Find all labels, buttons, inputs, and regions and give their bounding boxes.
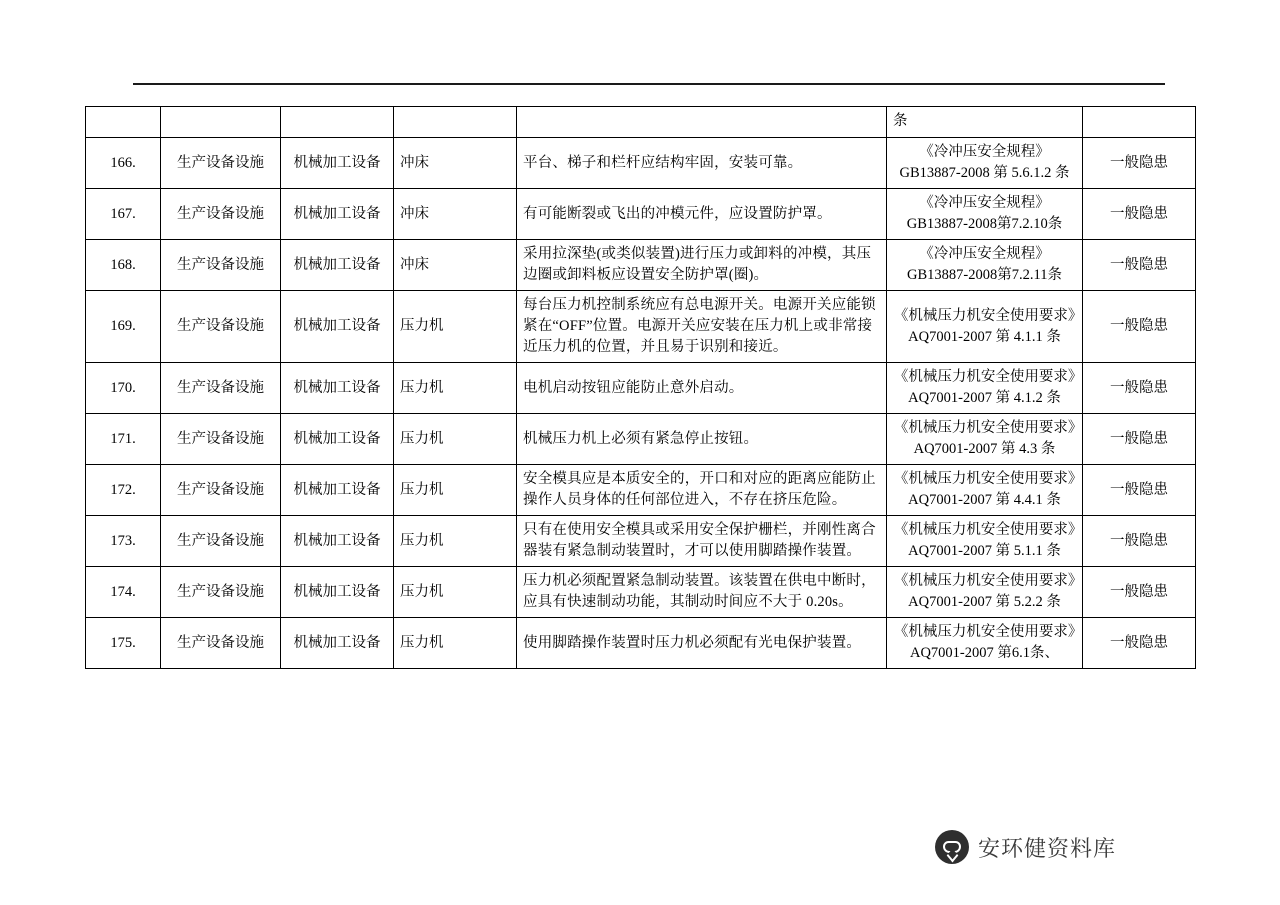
header-rule: [133, 83, 1165, 85]
row-category: 生产设备设施: [161, 516, 281, 567]
watermark: [935, 830, 1116, 864]
row-category: 生产设备设施: [161, 618, 281, 669]
row-number: 175.: [86, 618, 161, 669]
wechat-logo-icon: [935, 830, 969, 864]
row-reference: 《机械压力机安全使用要求》AQ7001-2007 第 4.3 条: [887, 414, 1083, 465]
carry-cell-ref: 条: [887, 107, 1083, 138]
row-description: 每台压力机控制系统应有总电源开关。电源开关应能锁紧在“OFF”位置。电源开关应安装在压力机上或非常接近压力机的位置，并且易于识别和接近。: [517, 291, 887, 363]
carry-cell-sub: [281, 107, 394, 138]
row-reference: 《机械压力机安全使用要求》AQ7001-2007 第 5.2.2 条: [887, 567, 1083, 618]
row-number: 166.: [86, 138, 161, 189]
row-description: 使用脚踏操作装置时压力机必须配有光电保护装置。: [517, 618, 887, 669]
row-description: 机械压力机上必须有紧急停止按钮。: [517, 414, 887, 465]
row-subcategory: 机械加工设备: [281, 516, 394, 567]
row-reference: 《冷冲压安全规程》GB13887-2008第7.2.10条: [887, 189, 1083, 240]
row-number: 169.: [86, 291, 161, 363]
row-subcategory: 机械加工设备: [281, 189, 394, 240]
row-equipment: 压力机: [394, 414, 517, 465]
row-subcategory: 机械加工设备: [281, 414, 394, 465]
row-number: 173.: [86, 516, 161, 567]
table-row: [86, 138, 1196, 189]
row-reference: 《冷冲压安全规程》GB13887-2008第7.2.11条: [887, 240, 1083, 291]
table-row: [86, 291, 1196, 363]
row-reference: 《机械压力机安全使用要求》AQ7001-2007 第 4.1.1 条: [887, 291, 1083, 363]
row-description: 电机启动按钮应能防止意外启动。: [517, 363, 887, 414]
table-row: [86, 189, 1196, 240]
row-subcategory: 机械加工设备: [281, 567, 394, 618]
hazard-checklist-table: [85, 106, 1196, 669]
table-row: [86, 618, 1196, 669]
row-category: 生产设备设施: [161, 240, 281, 291]
row-reference: 《机械压力机安全使用要求》AQ7001-2007 第 4.4.1 条: [887, 465, 1083, 516]
row-hazard-level: 一般隐患: [1083, 414, 1196, 465]
row-category: 生产设备设施: [161, 189, 281, 240]
row-equipment: 压力机: [394, 291, 517, 363]
row-hazard-level: 一般隐患: [1083, 138, 1196, 189]
carry-cell-equip: [394, 107, 517, 138]
row-number: 171.: [86, 414, 161, 465]
row-category: 生产设备设施: [161, 414, 281, 465]
table-row: [86, 567, 1196, 618]
row-hazard-level: 一般隐患: [1083, 618, 1196, 669]
row-equipment: 冲床: [394, 189, 517, 240]
row-category: 生产设备设施: [161, 567, 281, 618]
row-equipment: 压力机: [394, 363, 517, 414]
table-row: [86, 240, 1196, 291]
table-row: [86, 465, 1196, 516]
row-description: 有可能断裂或飞出的冲模元件，应设置防护罩。: [517, 189, 887, 240]
row-equipment: 压力机: [394, 618, 517, 669]
row-subcategory: 机械加工设备: [281, 618, 394, 669]
row-equipment: 压力机: [394, 465, 517, 516]
row-category: 生产设备设施: [161, 138, 281, 189]
row-hazard-level: 一般隐患: [1083, 240, 1196, 291]
watermark-label: 安环健资料库: [978, 835, 1117, 861]
table-row: [86, 414, 1196, 465]
row-description: 采用拉深垫(或类似装置)进行压力或卸料的冲模，其压边圈或卸料板应设置安全防护罩(圈)。: [517, 240, 887, 291]
row-equipment: 压力机: [394, 516, 517, 567]
carry-cell-level: [1083, 107, 1196, 138]
carry-cell-cat: [161, 107, 281, 138]
row-reference: 《机械压力机安全使用要求》AQ7001-2007 第 5.1.1 条: [887, 516, 1083, 567]
hazard-checklist-table-wrapper: [85, 106, 1195, 669]
row-reference: 《机械压力机安全使用要求》AQ7001-2007 第 4.1.2 条: [887, 363, 1083, 414]
carry-cell-desc: [517, 107, 887, 138]
row-hazard-level: 一般隐患: [1083, 363, 1196, 414]
row-equipment: 冲床: [394, 240, 517, 291]
row-category: 生产设备设施: [161, 291, 281, 363]
row-category: 生产设备设施: [161, 465, 281, 516]
table-row-carryover: [86, 107, 1196, 138]
row-subcategory: 机械加工设备: [281, 240, 394, 291]
row-hazard-level: 一般隐患: [1083, 189, 1196, 240]
row-equipment: 冲床: [394, 138, 517, 189]
row-category: 生产设备设施: [161, 363, 281, 414]
row-description: 安全模具应是本质安全的，开口和对应的距离应能防止操作人员身体的任何部位进入，不存在挤压危险。: [517, 465, 887, 516]
row-number: 174.: [86, 567, 161, 618]
row-number: 167.: [86, 189, 161, 240]
row-hazard-level: 一般隐患: [1083, 465, 1196, 516]
carry-cell-num: [86, 107, 161, 138]
row-number: 170.: [86, 363, 161, 414]
row-subcategory: 机械加工设备: [281, 363, 394, 414]
row-subcategory: 机械加工设备: [281, 291, 394, 363]
row-description: 只有在使用安全模具或采用安全保护栅栏，并刚性离合器装有紧急制动装置时，才可以使用脚踏操作装置。: [517, 516, 887, 567]
row-reference: 《机械压力机安全使用要求》AQ7001-2007 第6.1条、: [887, 618, 1083, 669]
row-description: 平台、梯子和栏杆应结构牢固，安装可靠。: [517, 138, 887, 189]
row-number: 172.: [86, 465, 161, 516]
row-description: 压力机必须配置紧急制动装置。该装置在供电中断时，应具有快速制动功能，其制动时间应不大于 0.20s。: [517, 567, 887, 618]
row-subcategory: 机械加工设备: [281, 138, 394, 189]
table-row: [86, 363, 1196, 414]
row-subcategory: 机械加工设备: [281, 465, 394, 516]
table-row: [86, 516, 1196, 567]
row-equipment: 压力机: [394, 567, 517, 618]
row-number: 168.: [86, 240, 161, 291]
row-hazard-level: 一般隐患: [1083, 291, 1196, 363]
row-hazard-level: 一般隐患: [1083, 516, 1196, 567]
row-reference: 《冷冲压安全规程》GB13887-2008 第 5.6.1.2 条: [887, 138, 1083, 189]
row-hazard-level: 一般隐患: [1083, 567, 1196, 618]
